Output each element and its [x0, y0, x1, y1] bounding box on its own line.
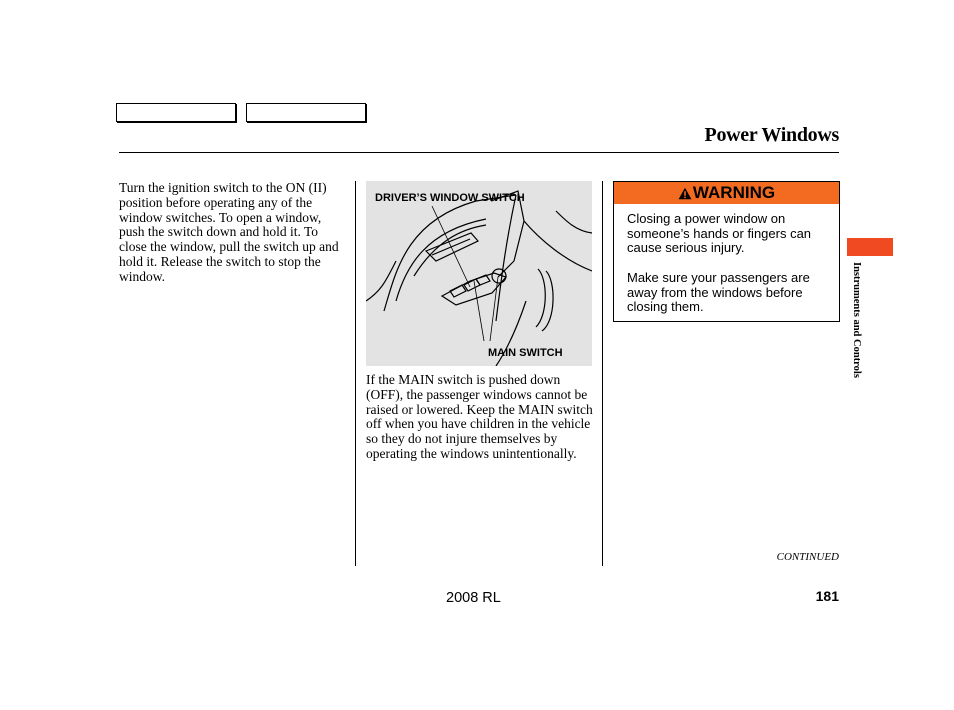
column-divider	[602, 181, 603, 566]
page-number: 181	[815, 588, 839, 604]
instructions-paragraph: Turn the ignition switch to the ON (II) position before operating any of the window switches. To open a window, push the switch down and hold it. To close the window, pull the switch up and hold it. Release the switch to stop the window.	[119, 180, 339, 284]
section-tab[interactable]	[847, 238, 893, 256]
continued-note: CONTINUED	[776, 551, 839, 563]
nav-button-previous[interactable]	[116, 103, 236, 122]
warning-triangle-icon	[678, 187, 692, 200]
warning-heading: WARNING	[692, 183, 776, 202]
window-switch-illustration	[366, 181, 592, 366]
figure-label-driver-switch: DRIVER’S WINDOW SWITCH	[375, 192, 525, 204]
title-divider	[119, 152, 839, 153]
warning-paragraph: Closing a power window on someone’s hands or fingers can cause serious injury.	[627, 211, 812, 255]
warning-paragraph: Make sure your passengers are away from the windows before closing them.	[627, 270, 810, 314]
figure-label-main-switch: MAIN SWITCH	[488, 347, 563, 359]
column-divider	[355, 181, 356, 566]
warning-box	[613, 181, 840, 322]
section-label	[848, 262, 864, 410]
footer-model: 2008 RL	[446, 590, 501, 606]
door-panel-drawing	[366, 181, 592, 366]
main-switch-paragraph: If the MAIN switch is pushed down (OFF), the passenger windows cannot be raised or lowered. Keep the MAIN switch off when you have children in the vehicle so they do not injure themselves by operating the windows unintentionally.	[366, 372, 593, 461]
section-label-text: Instruments and Controls	[851, 262, 862, 378]
nav-button-next[interactable]	[246, 103, 366, 122]
warning-header	[614, 182, 839, 204]
page-title: Power Windows	[704, 124, 839, 146]
